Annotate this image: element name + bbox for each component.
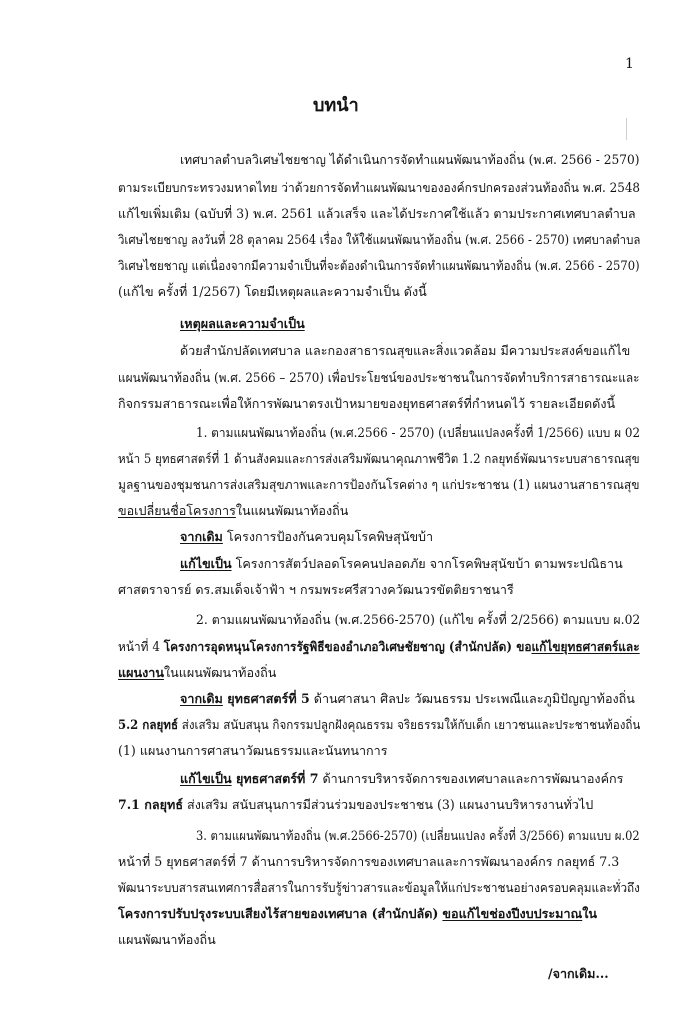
item3-line-4 [118,906,597,922]
item2-page-ref: หน้าที่ 4 [118,639,164,654]
item3-line-2: หน้าที่ 5 ยุทธศาสตร์ที่ 7 ด้านการบริหารจัดการของเทศบาลและการพัฒนาองค์กร กลยุทธ์ 7.3 [118,854,620,869]
page-title: บทนำ [313,95,359,116]
item2-from [180,691,635,707]
item1-from [180,529,433,545]
item2-line-2 [118,639,640,655]
item2-from-tactic-rest: ส่งเสริม สนับสนุน กิจกรรมปลูกฝังคุณธรรม จริยธรรมให้กับเด็ก เยาวชนและประชาชนท้องถิ่น [178,717,641,732]
item2-line-3-rest: ในแผนพัฒนาท้องถิ่น [163,665,277,680]
item1-from-text: โครงการป้องกันควบคุมโรคพิษสุนัขบ้า [222,529,434,544]
item2-from-label: จากเดิม [180,691,223,706]
intro-line-3: แก้ไขเพิ่มเติม (ฉบับที่ 3) พ.ศ. 2561 แล้วเสร็จ และได้ประกาศใช้แล้ว ตามประกาศเทศบาลตำบล [118,206,636,221]
item2-from-tactic: 5.2 กลยุทธ์ [118,717,179,732]
item2-change-plan: แผนงาน [118,665,164,680]
item1-to-text: โครงการสัตว์ปลอดโรคคนปลอดภัย จากโรคพิษสุนัขบ้า ตามพระปณิธาน [231,556,623,571]
item3-project-name: โครงการปรับปรุงระบบเสียงไร้สายของเทศบาล (สำนักปลัด) [118,906,439,921]
item3-line-3: พัฒนาระบบสารสนเทศการสื่อสารในการรับรู้ข่าวสารและข้อมูลให้แก่ประชาชนอย่างครอบคลุมและทั่วถึง [118,880,640,895]
scan-artifact [626,118,627,140]
item3-change-budget-year: ขอแก้ไขช่องปีงบประมาณ [442,906,583,921]
item2-to-tactic-rest: ส่งเสริม สนับสนุนการมีส่วนร่วมของประชาชน (3) แผนงานบริหารงานทั่วไป [183,797,594,812]
item1-to [180,556,623,572]
item3-line-4-rest: ใน [582,906,598,921]
item1-line-1: 1. ตามแผนพัฒนาท้องถิ่น (พ.ศ.2566 - 2570) (เปลี่ยนแปลงครั้งที่ 1/2566) แบบ ผ 02 [196,425,641,440]
item2-to-strategy: ยุทธศาสตร์ที่ 7 [231,771,319,786]
item3-line-5: แผนพัฒนาท้องถิ่น [118,932,216,947]
item2-project-name: โครงการอุดหนุนโครงการรัฐพิธีของอำเภอวิเศษชัยชาญ (สำนักปลัด) [163,639,513,654]
reasons-line-3: กิจกรรมสาธารณะเพื่อให้การพัฒนาตรงเป้าหมายของยุทธศาสตร์ที่กำหนดไว้ รายละเอียดดังนี้ [118,396,616,411]
item1-change-name: ขอเปลี่ยนชื่อโครงการ [118,503,236,518]
item1-to-label: แก้ไขเป็น [180,556,232,571]
item2-to-tactic: 7.1 กลยุทธ์ [118,797,184,812]
page-number: 1 [625,56,634,72]
item2-line-1: 2. ตามแผนพัฒนาท้องถิ่น (พ.ศ.2566-2570) (แก้ไข ครั้งที่ 2/2566) ตามแบบ ผ.02 [196,612,641,627]
item1-from-label: จากเดิม [180,529,223,544]
item2-from-line-3: (1) แผนงานการศาสนาวัฒนธรรมและนันทนาการ [118,743,388,758]
reasons-heading: เหตุผลและความจำเป็น [180,316,305,331]
reasons-line-1: ด้วยสำนักปลัดเทศบาล และกองสาธารณสุขและสิ่งแวดล้อม มีความประสงค์ขอแก้ไข [180,343,631,358]
intro-line-6: (แก้ไข ครั้งที่ 1/2567) โดยมีเหตุผลและความจำเป็น ดังนี้ [118,284,427,299]
item2-from-rest: ด้านศาสนา ศิลปะ วัฒนธรรม ประเพณีและภูมิปัญญาท้องถิ่น [309,691,635,706]
item2-to [180,771,623,787]
item1-line-2: หน้า 5 ยุทธศาสตร์ที่ 1 ด้านสังคมและการส่งเสริมพัฒนาคุณภาพชีวิต 1.2 กลยุทธ์พัฒนาระบบสาธารณสุข [118,451,640,466]
intro-line-5: วิเศษไชยชาญ แต่เนื่องจากมีความจำเป็นที่จะต้องดำเนินการจัดทำแผนพัฒนาท้องถิ่น (พ.ศ. 2566 - 2570) [118,258,640,273]
item2-to-line-2 [118,797,593,813]
item2-to-rest: ด้านการบริหารจัดการของเทศบาลและการพัฒนาองค์กร [318,771,624,786]
reasons-line-2: แผนพัฒนาท้องถิ่น (พ.ศ. 2566 – 2570) เพื่อประโยชน์ของประชาชนในการจัดทำบริการสาธารณะและ [118,370,640,385]
continuation-note: /จากเดิม... [548,966,609,981]
item2-request: ขอ [512,639,532,654]
item1-line-3: มูลฐานของชุมชนการส่งเสริมสุขภาพและการป้องกันโรคต่าง ๆ แก่ประชาชน (1) แผนงานสาธารณสุข [118,477,640,492]
item2-from-strategy: ยุทธศาสตร์ที่ 5 [222,691,310,706]
intro-line-2: ตามระเบียบกระทรวงมหาดไทย ว่าด้วยการจัดทำแผนพัฒนาขององค์กรปกครองส่วนท้องถิ่น พ.ศ. 2548 [118,180,641,195]
item2-change-strategy: แก้ไขยุทธศาสตร์และ [531,639,640,654]
item2-to-label: แก้ไขเป็น [180,771,232,786]
item3-line-1: 3. ตามแผนพัฒนาท้องถิ่น (พ.ศ.2566-2570) (เปลี่ยนแปลง ครั้งที่ 3/2566) ตามแบบ ผ.02 [196,828,640,843]
item2-from-line-2 [118,717,640,733]
item1-line-4 [118,503,348,519]
item1-line-4-rest: ในแผนพัฒนาท้องถิ่น [235,503,349,518]
item2-line-3 [118,665,276,681]
intro-line-4: วิเศษไชยชาญ ลงวันที่ 28 ตุลาคม 2564 เรื่อง ให้ใช้แผนพัฒนาท้องถิ่น (พ.ศ. 2566 - 2570) เทศบาลตำบล [118,232,641,247]
item1-to-line-2: ศาสตราจารย์ ดร.สมเด็จเจ้าฟ้า ฯ กรมพระศรีสวางควัฒนวรขัตติยราชนารี [118,582,514,597]
intro-line-1: เทศบาลตำบลวิเศษไชยชาญ ได้ดำเนินการจัดทำแผนพัฒนาท้องถิ่น (พ.ศ. 2566 - 2570) [180,152,640,167]
